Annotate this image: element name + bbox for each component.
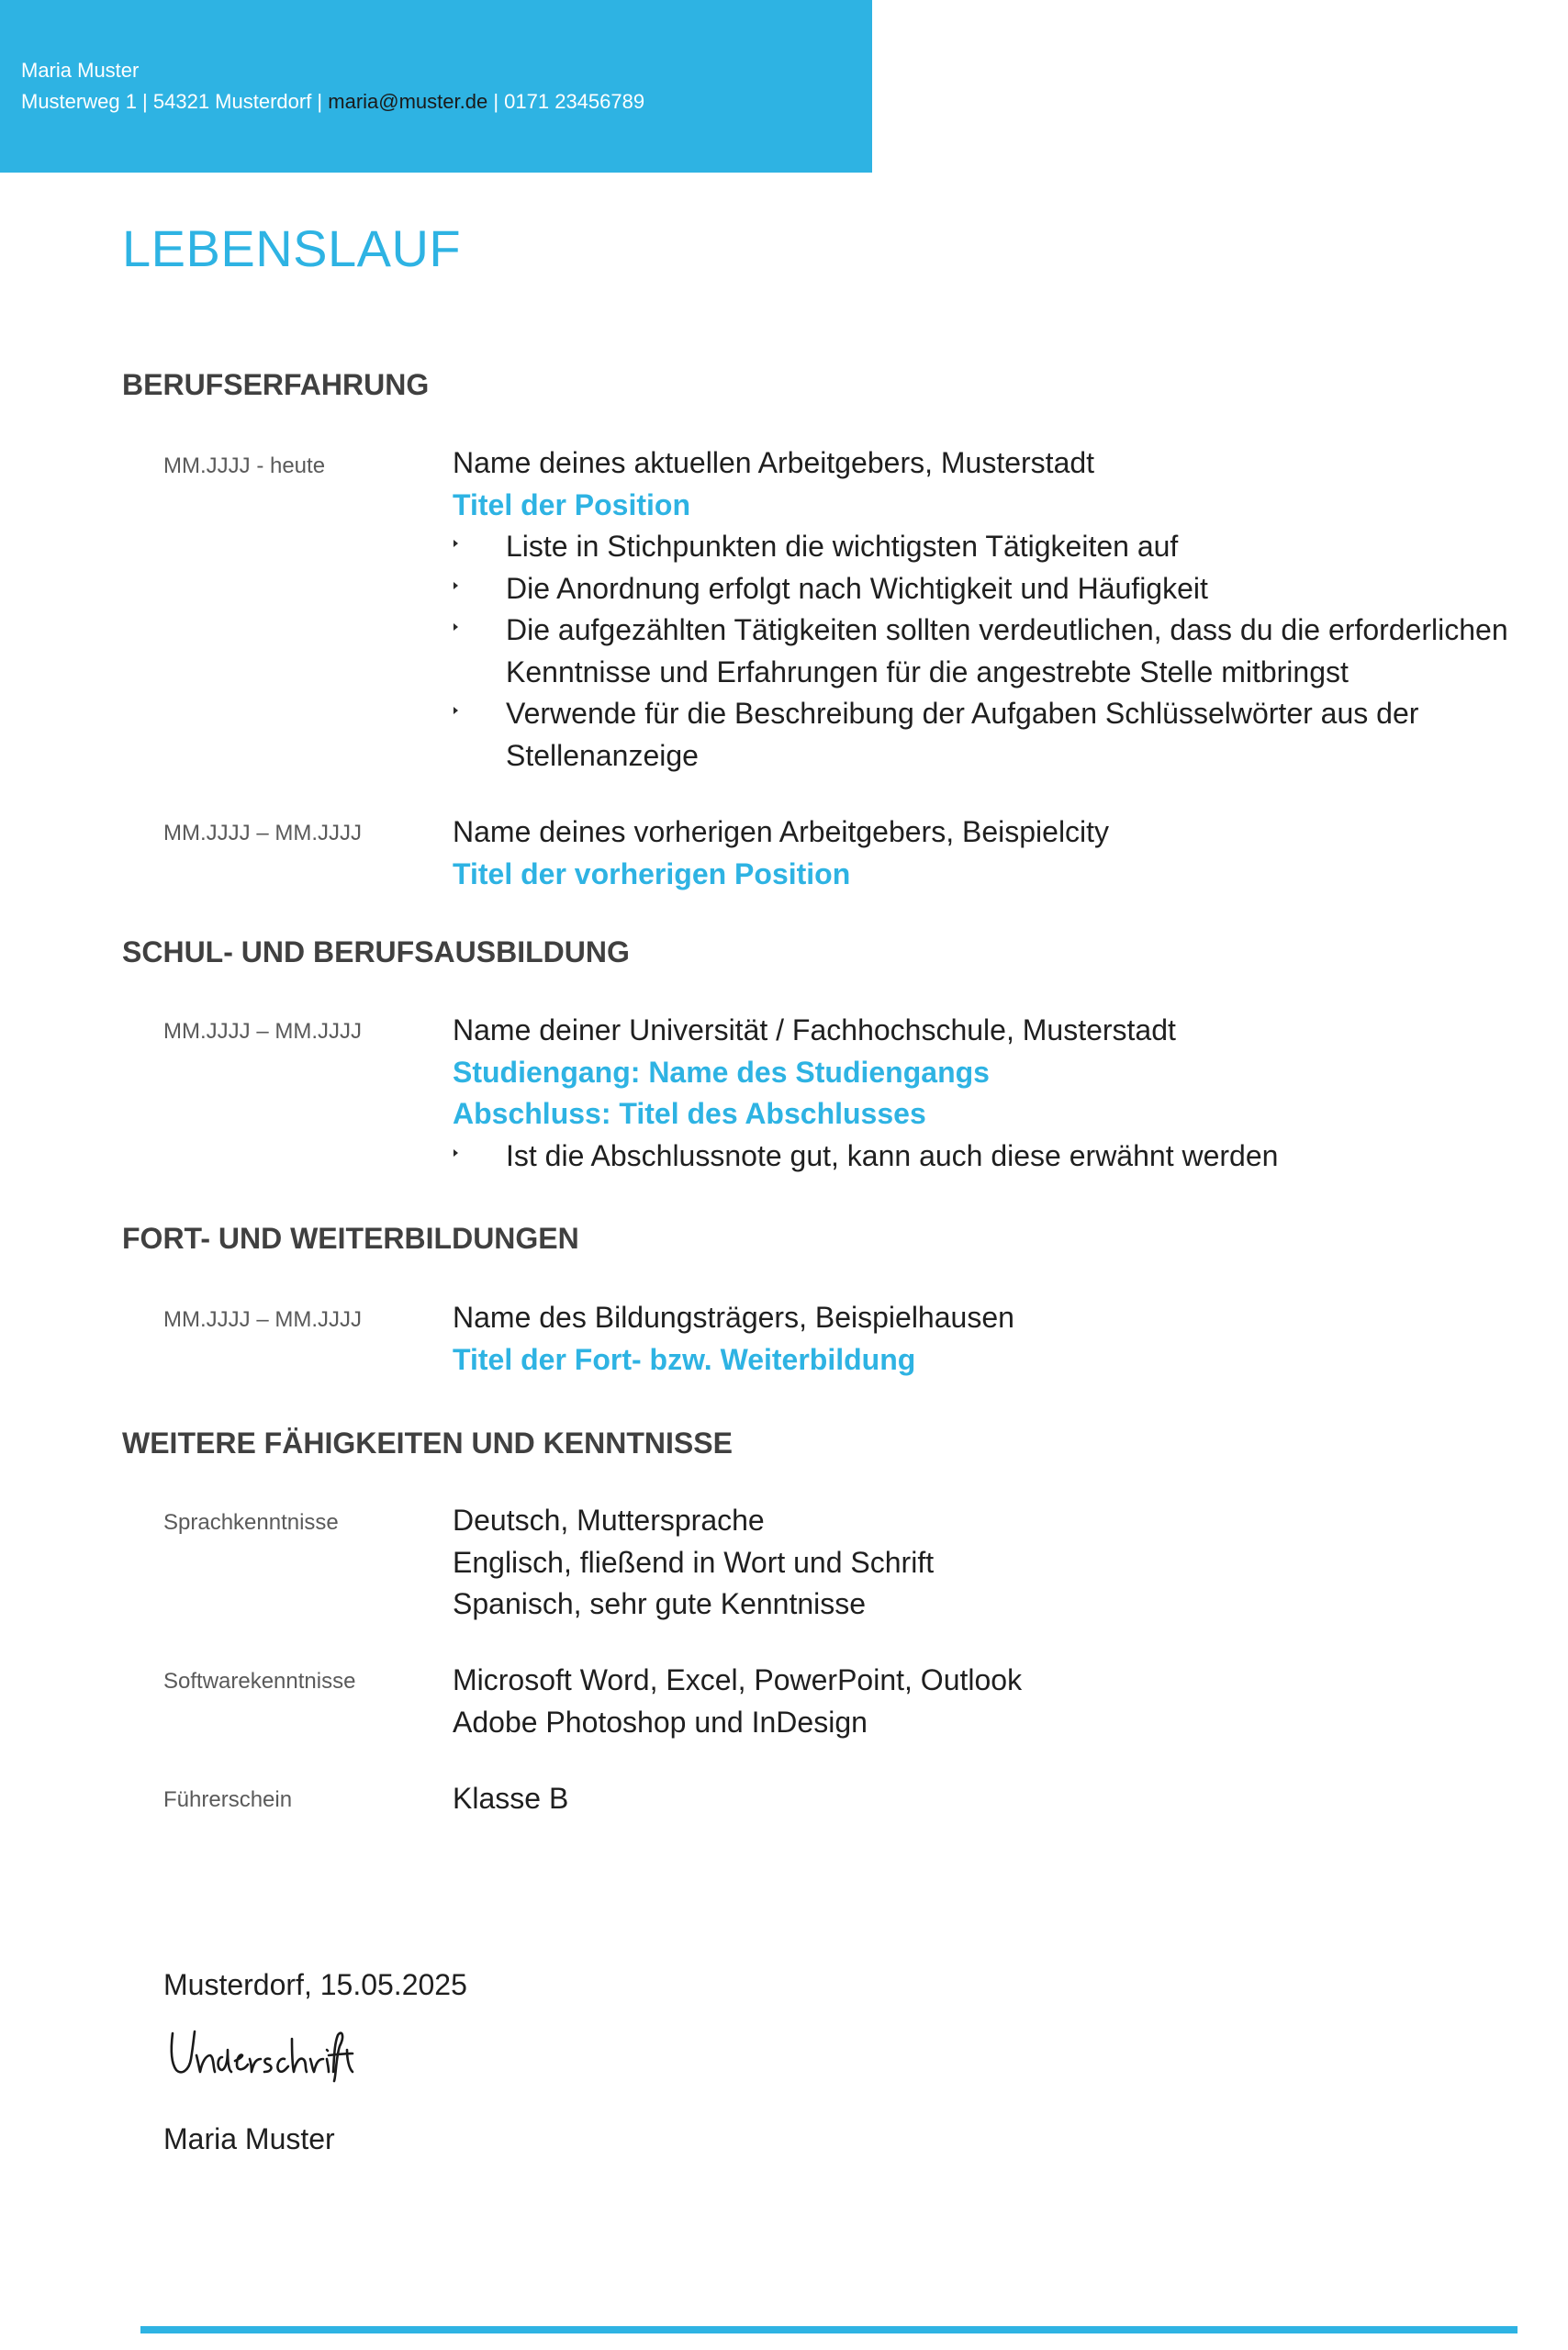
skill-label-software: Softwarekenntnisse xyxy=(163,1669,356,1694)
section-heading-skills: WEITERE FÄHIGKEITEN UND KENNTNISSE xyxy=(122,1427,733,1460)
section-heading-training: FORT- UND WEITERBILDUNGEN xyxy=(122,1222,579,1255)
entry-date: MM.JJJJ – MM.JJJJ xyxy=(163,1019,362,1044)
section-heading-experience: BERUFSERFAHRUNG xyxy=(122,368,430,401)
skill-item: Deutsch, Muttersprache xyxy=(453,1504,765,1537)
header-contact xyxy=(21,88,644,116)
skill-item: Spanisch, sehr gute Kenntnisse xyxy=(453,1587,867,1620)
skill-label-license: Führerschein xyxy=(163,1787,293,1812)
provider-name: Name des Bildungsträgers, Beispielhausen xyxy=(453,1301,1014,1334)
skill-item: Adobe Photoshop und InDesign xyxy=(453,1705,868,1739)
skill-item: Microsoft Word, Excel, PowerPoint, Outlook xyxy=(453,1663,1023,1696)
skill-group-license xyxy=(453,1778,568,1820)
signer-name: Maria Muster xyxy=(163,2122,335,2155)
employer-name: Name deines aktuellen Arbeitgebers, Musterstadt xyxy=(453,446,1095,479)
header-email-link[interactable]: maria@muster.de xyxy=(328,90,488,113)
experience-entry-previous xyxy=(453,811,1109,895)
handwritten-signature xyxy=(165,2022,358,2083)
training-entry xyxy=(453,1297,1014,1381)
footer-divider xyxy=(140,2326,1518,2333)
skill-group-languages xyxy=(453,1500,934,1626)
bullet-item: Ist die Abschlussnote gut, kann auch diese erwähnt werden xyxy=(453,1136,1278,1178)
document-title: LEBENSLAUF xyxy=(122,219,462,277)
bullet-marker-icon xyxy=(454,582,458,589)
skill-item: Englisch, fließend in Wort und Schrift xyxy=(453,1545,935,1579)
position-title: Titel der vorherigen Position xyxy=(453,856,851,890)
study-program: Studiengang: Name des Studiengangs xyxy=(453,1055,990,1089)
institution-name: Name deiner Universität / Fachhochschule, Musterstadt xyxy=(453,1013,1176,1046)
header-bar xyxy=(0,0,872,173)
skill-item: Klasse B xyxy=(453,1782,569,1815)
skill-group-software xyxy=(453,1660,1022,1743)
bullet-marker-icon xyxy=(454,540,458,547)
bullet-marker-icon xyxy=(454,707,458,714)
education-entry xyxy=(453,1010,1278,1177)
entry-date: MM.JJJJ – MM.JJJJ xyxy=(163,1307,362,1332)
employer-name: Name deines vorherigen Arbeitgebers, Beispielcity xyxy=(453,815,1110,848)
degree-title: Abschluss: Titel des Abschlusses xyxy=(453,1097,926,1130)
course-title: Titel der Fort- bzw. Weiterbildung xyxy=(453,1342,916,1376)
bullet-item: Liste in Stichpunkten die wichtigsten Tätigkeiten auf xyxy=(453,526,1508,568)
experience-entry-current xyxy=(453,442,1508,777)
entry-date: MM.JJJJ – MM.JJJJ xyxy=(163,821,362,845)
entry-date: MM.JJJJ - heute xyxy=(163,453,326,478)
header-name: Maria Muster xyxy=(21,59,140,82)
place-date: Musterdorf, 15.05.2025 xyxy=(163,1968,467,2001)
position-title: Titel der Position xyxy=(453,487,690,521)
section-heading-education: SCHUL- UND BERUFSAUSBILDUNG xyxy=(122,935,630,968)
skill-label-languages: Sprachkenntnisse xyxy=(163,1510,339,1535)
bullet-item: Die aufgezählten Tätigkeiten sollten verdeutlichen, dass du die erforderlichen Kenntnisse und Erfahrungen für die angestrebte Stelle mitbringst xyxy=(453,610,1508,693)
header-phone: | 0171 23456789 xyxy=(487,90,645,113)
bullet-marker-icon xyxy=(454,1149,458,1157)
bullet-item: Die Anordnung erfolgt nach Wichtigkeit und Häufigkeit xyxy=(453,568,1508,610)
bullet-item: Verwende für die Beschreibung der Aufgaben Schlüsselwörter aus der Stellenanzeige xyxy=(453,693,1508,777)
header-address: Musterweg 1 | 54321 Musterdorf | xyxy=(21,90,329,113)
bullet-marker-icon xyxy=(454,623,458,631)
